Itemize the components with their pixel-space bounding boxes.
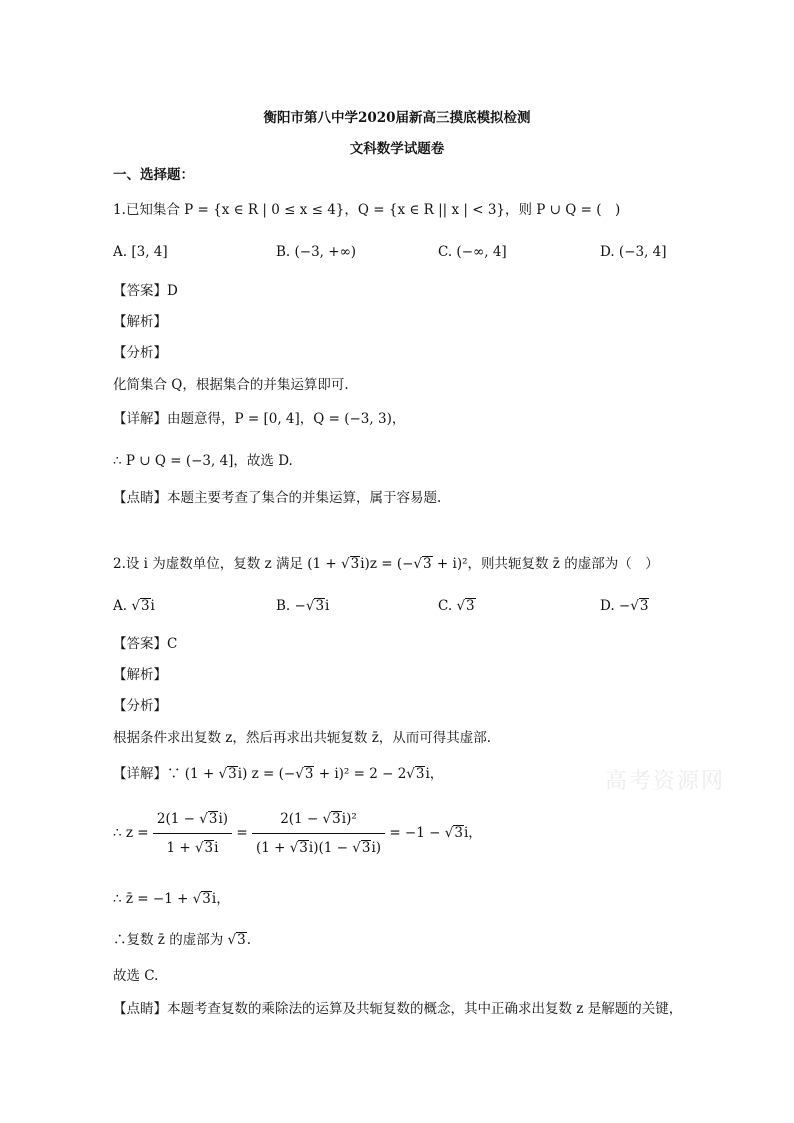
- q2-stem: [113, 555, 659, 573]
- watermark: 高考资源网: [605, 769, 726, 794]
- sqrt-radicand: 3: [202, 891, 211, 907]
- q2-analysis-heading: 【解析】: [113, 667, 167, 683]
- q1-detail: 【详解】由题意得，P = [0, 4]，Q = (−3, 3)，: [113, 411, 406, 427]
- q2-detail-step1: [113, 765, 443, 783]
- section-heading: 一、选择题：: [113, 167, 194, 183]
- sqrt-symbol: √: [295, 766, 304, 782]
- sqrt-radicand: 3: [140, 598, 150, 614]
- exam-title: 衡阳市第八中学2020届新高三摸底模拟检测: [263, 110, 531, 126]
- sqrt-symbol: √: [199, 811, 208, 827]
- q2-fenxi-text: 根据条件求出复数 z，然后再求出共轭复数 z̄，从而可得其虚部.: [113, 730, 492, 746]
- sqrt-symbol: √: [444, 825, 454, 841]
- q1-option-d: D. (−3, 4]: [600, 244, 667, 260]
- sqrt-radicand: 3: [361, 840, 371, 856]
- q2-option-b-label: B. −: [276, 598, 306, 614]
- sqrt-radicand: 3: [423, 556, 432, 572]
- step2-tail: = −1 −: [389, 825, 445, 841]
- sqrt-symbol: √: [352, 840, 361, 856]
- q1-remark: 【点睛】本题主要考查了集合的并集运算，属于容易题.: [113, 490, 442, 506]
- step4-part-b: .: [246, 932, 251, 948]
- step1-part-d: i，: [425, 766, 444, 782]
- sqrt-symbol: √: [218, 766, 228, 782]
- sqrt-radicand: 3: [237, 932, 246, 948]
- frac1-num-a: 2(1 −: [156, 811, 200, 827]
- q2-detail-heading: 【详解】: [113, 766, 167, 782]
- q2-answer: 【答案】C: [113, 636, 178, 652]
- q2-detail-step4: [113, 931, 251, 949]
- sqrt-radicand: 3: [350, 556, 360, 572]
- sqrt-symbol: √: [341, 556, 350, 572]
- step2-tail-end: i，: [463, 825, 482, 841]
- q2-option-a-tail: i: [150, 598, 155, 614]
- q1-stem: 1.已知集合 P = {x ∈ R | 0 ≤ x ≤ 4}，Q = {x ∈ R || x | < 3}，则 P ∪ Q = ( ): [113, 202, 621, 218]
- q2-option-d-label: D. −: [600, 598, 631, 614]
- fraction-2-numerator: [252, 808, 385, 834]
- frac1-num-b: i): [218, 811, 229, 827]
- q2-detail-step3: [113, 890, 230, 908]
- q2-option-b: [276, 598, 329, 614]
- q1-option-b: B. (−3, +∞): [276, 244, 357, 260]
- frac2-num-b: i)²: [341, 811, 357, 827]
- exam-subtitle: 文科数学试题卷: [349, 141, 445, 157]
- fraction-1-denominator: [153, 834, 232, 859]
- frac2-den-b: i)(1 −: [308, 840, 353, 856]
- step3-part-a: ∴ z̄ = −1 +: [113, 891, 193, 907]
- sqrt-radicand: 3: [415, 766, 425, 782]
- sqrt-symbol: √: [227, 932, 237, 948]
- q2-option-c-label: C.: [438, 598, 457, 614]
- q2-option-a: [113, 598, 155, 614]
- sqrt-radicand: 3: [204, 840, 214, 856]
- sqrt-radicand: 3: [304, 766, 314, 782]
- q2-option-c: [438, 598, 476, 614]
- frac1-den-b: i: [214, 840, 219, 856]
- frac2-num-a: 2(1 −: [280, 811, 323, 827]
- q2-conclusion: 故选 C.: [113, 968, 159, 984]
- sqrt-radicand: 3: [332, 811, 341, 827]
- sqrt-symbol: √: [456, 598, 466, 614]
- q1-option-c: C. (−∞, 4]: [438, 244, 507, 260]
- fraction-2: [252, 808, 385, 859]
- sqrt-radicand: 3: [299, 840, 308, 856]
- q1-fenxi-text: 化简集合 Q，根据集合的并集运算即可.: [113, 377, 349, 393]
- q2-detail-step2: [113, 808, 482, 859]
- frac2-den-a: (1 +: [255, 840, 290, 856]
- sqrt-symbol: √: [131, 598, 140, 614]
- q2-option-b-tail: i: [325, 598, 330, 614]
- sqrt-symbol: √: [406, 766, 415, 782]
- q1-therefore: ∴ P ∪ Q = (−3, 4]，故选 D.: [113, 453, 293, 469]
- q2-option-d: [600, 598, 649, 614]
- step1-part-c: + i)² = 2 − 2: [314, 766, 407, 782]
- q2-stem-part2: i)z = (−: [360, 556, 414, 572]
- q2-remark: 【点睛】本题考查复数的乘除法的运算及共轭复数的概念，其中正确求出复数 z 是解题的关键，: [113, 1001, 683, 1017]
- fraction-1: [153, 808, 232, 859]
- q1-analysis-heading: 【解析】: [113, 314, 167, 330]
- q1-answer: 【答案】D: [113, 283, 178, 299]
- q2-option-a-label: A.: [113, 598, 132, 614]
- sqrt-symbol: √: [630, 598, 639, 614]
- sqrt-symbol: √: [305, 598, 315, 614]
- fraction-1-numerator: [153, 808, 232, 834]
- frac1-den-a: 1 +: [166, 840, 195, 856]
- sqrt-symbol: √: [192, 891, 202, 907]
- equals-sign: =: [236, 825, 248, 841]
- step1-part-a: ∵ (1 +: [167, 766, 219, 782]
- step4-part-a: ∴复数 z̄ 的虚部为: [113, 932, 228, 948]
- sqrt-symbol: √: [322, 811, 332, 827]
- fraction-2-denominator: [252, 834, 385, 859]
- step2-lead: ∴ z =: [113, 825, 153, 841]
- sqrt-radicand: 3: [208, 811, 218, 827]
- sqrt-radicand: 3: [639, 598, 649, 614]
- q1-option-a: A. [3, 4]: [113, 244, 168, 260]
- q2-fenxi-heading: 【分析】: [113, 698, 167, 714]
- sqrt-symbol: √: [413, 556, 423, 572]
- q1-fenxi-heading: 【分析】: [113, 345, 167, 361]
- frac2-den-c: i): [371, 840, 382, 856]
- sqrt-radicand: 3: [466, 598, 475, 614]
- q2-stem-part3: + i)²，则共轭复数 z̄ 的虚部为（ ）: [432, 556, 659, 572]
- step3-part-b: i，: [211, 891, 230, 907]
- sqrt-symbol: √: [289, 840, 299, 856]
- sqrt-radicand: 3: [454, 825, 463, 841]
- step1-part-b: i) z = (−: [237, 766, 296, 782]
- sqrt-radicand: 3: [315, 598, 325, 614]
- q2-stem-part1: 2.设 i 为虚数单位，复数 z 满足 (1 +: [113, 556, 342, 572]
- sqrt-radicand: 3: [228, 766, 237, 782]
- sqrt-symbol: √: [194, 840, 204, 856]
